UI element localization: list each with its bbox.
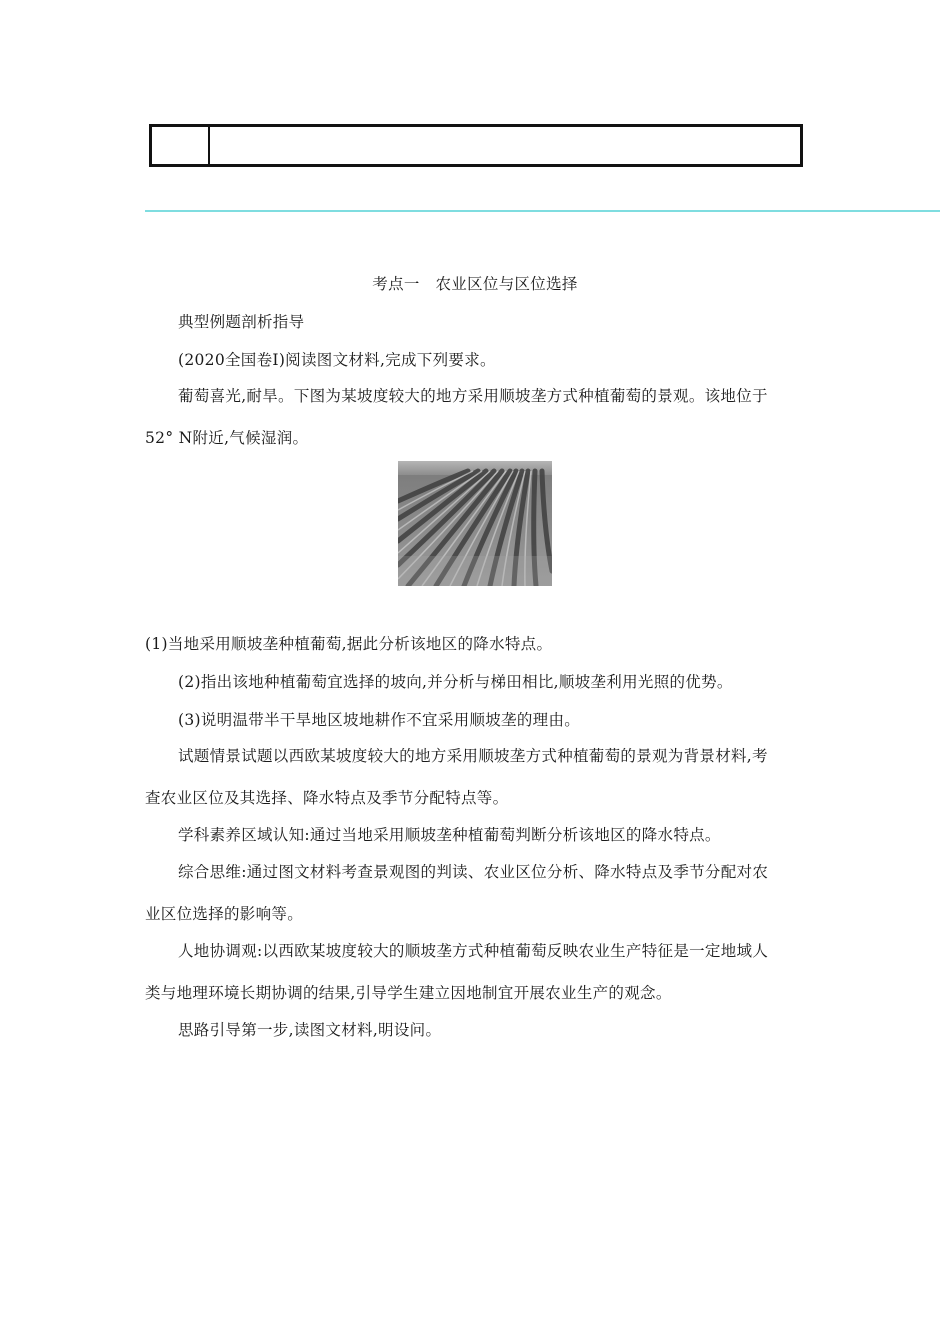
paragraph-line: (3)说明温带半干旱地区坡地耕作不宜采用顺坡垄的理由。: [178, 711, 581, 729]
paragraph-line: 52° N附近,气候湿润。: [145, 429, 309, 447]
paragraph-line: 试题情景试题以西欧某坡度较大的地方采用顺坡垄方式种植葡萄的景观为背景材料,考: [178, 747, 768, 765]
paragraph-line: 查农业区位及其选择、降水特点及季节分配特点等。: [145, 789, 509, 807]
paragraph-line: 学科素养区域认知:通过当地采用顺坡垄种植葡萄判断分析该地区的降水特点。: [178, 826, 721, 844]
paragraph-line: 人地协调观:以西欧某坡度较大的顺坡垄方式种植葡萄反映农业生产特征是一定地域人: [178, 942, 769, 960]
paragraph-line: 思路引导第一步,读图文材料,明设问。: [178, 1021, 442, 1039]
paragraph-line: (1)当地采用顺坡垄种植葡萄,据此分析该地区的降水特点。: [145, 635, 553, 653]
paragraph-line: 类与地理环境长期协调的结果,引导学生建立因地制宜开展农业生产的观念。: [145, 984, 672, 1002]
paragraph-line: (2)指出该地种植葡萄宜选择的坡向,并分析与梯田相比,顺坡垄利用光照的优势。: [178, 673, 733, 691]
paragraph-line: 典型例题剖析指导: [178, 313, 305, 331]
header-table-left-cell: [152, 127, 210, 164]
paragraph-line: 葡萄喜光,耐旱。下图为某坡度较大的地方采用顺坡垄方式种植葡萄的景观。该地位于: [178, 387, 768, 405]
section-title: 考点一 农业区位与区位选择: [372, 275, 578, 293]
paragraph-line: 业区位选择的影响等。: [145, 905, 304, 923]
paragraph-line: (2020全国卷Ⅰ)阅读图文材料,完成下列要求。: [178, 351, 496, 369]
section-divider: [145, 210, 940, 212]
header-table: [149, 124, 803, 167]
vineyard-photo: [398, 461, 552, 586]
paragraph-line: 综合思维:通过图文材料考查景观图的判读、农业区位分析、降水特点及季节分配对农: [178, 863, 769, 881]
